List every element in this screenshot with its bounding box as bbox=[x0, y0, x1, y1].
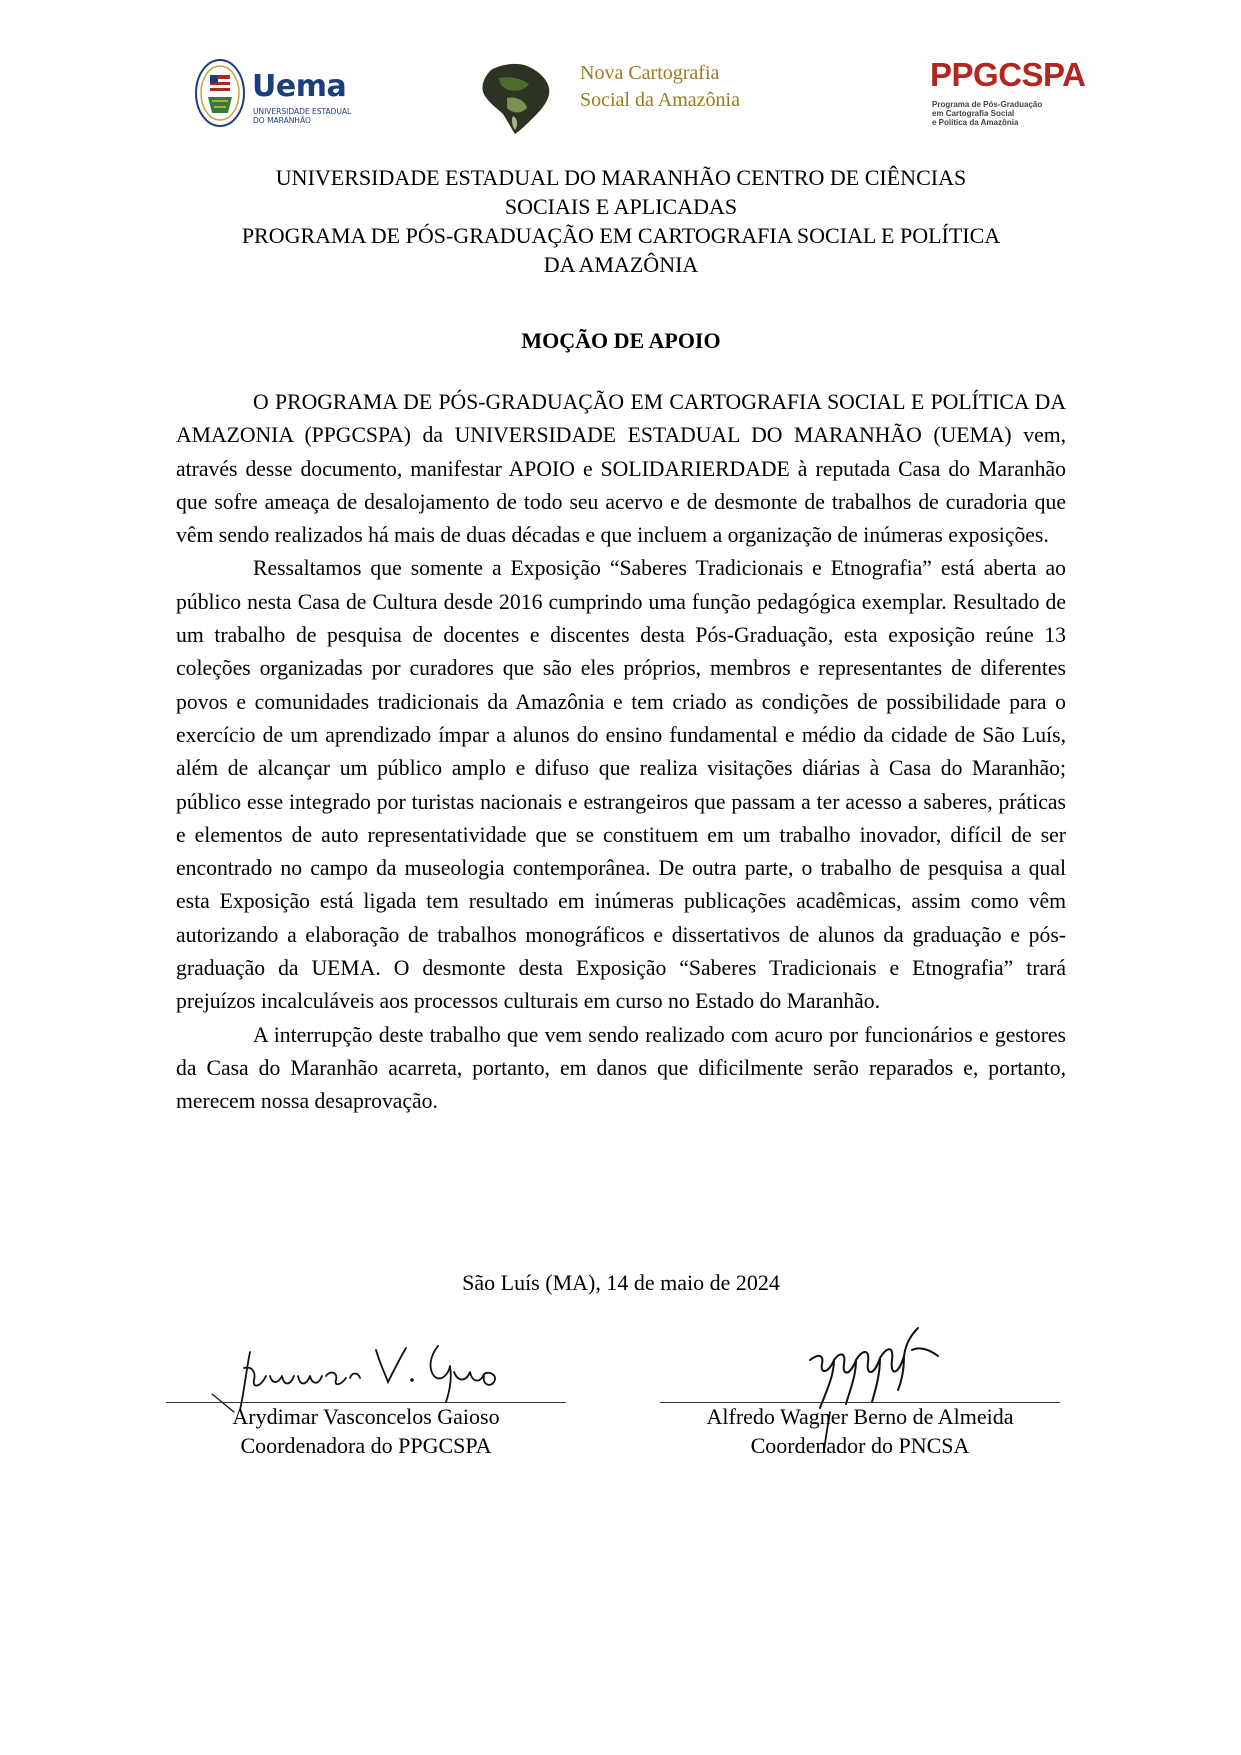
brazil-map-icon bbox=[477, 58, 557, 138]
body-paragraph-3: A interrupção deste trabalho que vem sendo realizado com acuro por funcionários e gestores da Casa do Maranhão acarreta, portanto, em danos que dificilmente serão reparados e, portanto, merecem nossa desaprovação. bbox=[176, 1022, 1066, 1114]
uema-logo bbox=[194, 55, 359, 140]
ppgcspa-logo bbox=[930, 56, 1090, 136]
header-line-4: DA AMAZÔNIA bbox=[543, 252, 699, 277]
document-title: MOÇÃO DE APOIO bbox=[521, 328, 721, 353]
signature-1-line bbox=[166, 1402, 566, 1403]
ncsa-title-line-2: Social da Amazônia bbox=[580, 89, 740, 111]
header-line-2: SOCIAIS E APLICADAS bbox=[504, 194, 738, 219]
ppgcspa-subtitle-line-3: e Política da Amazônia bbox=[932, 118, 1019, 127]
body-paragraph-1: O PROGRAMA DE PÓS-GRADUAÇÃO EM CARTOGRAFIA SOCIAL E POLÍTICA DA AMAZONIA (PPGCSPA) da UNIVERSIDADE ESTADUAL DO MARANHÃO (UEMA) vem, através desse documento, manifestar APOIO e SOLIDARIERDADE à reputada Casa do Maranhão que sofre ameaça de desalojamento de todo seu acervo e de desmonte de trabalhos de curadoria que vêm sendo realizados há mais de duas décadas e que incluem a organização de inúmeras exposições. bbox=[176, 390, 1066, 548]
ppgcspa-subtitle-line-1: Programa de Pós-Graduação bbox=[932, 100, 1043, 109]
signature-1-role: Coordenadora do PPGCSPA bbox=[240, 1433, 492, 1458]
signature-2-role: Coordenador do PNCSA bbox=[750, 1433, 970, 1458]
ncsa-logo bbox=[477, 58, 777, 138]
ncsa-title-line-1: Nova Cartografia bbox=[580, 62, 720, 84]
ppgcspa-wordmark: PPGCSPA bbox=[930, 56, 1086, 93]
uema-subtitle-line-2: DO MARANHÃO bbox=[253, 116, 311, 125]
date-line: São Luís (MA), 14 de maio de 2024 bbox=[462, 1270, 780, 1295]
header-line-1: UNIVERSIDADE ESTADUAL DO MARANHÃO CENTRO DE CIÊNCIAS bbox=[275, 165, 967, 190]
body-paragraph-2: Ressaltamos que somente a Exposição “Saberes Tradicionais e Etnografia” está aberta ao público nesta Casa de Cultura desde 2016 cumprindo uma função pedagógica exemplar. Resultado de um trabalho de pesquisa de docentes e discentes desta Pós-Graduação, esta exposição reúne 13 coleções organizadas por curadores que são eles próprios, membros e representantes de diferentes povos e comunidades tradicionais da Amazônia e tem criado as condições de possibilidade para o exercício de um aprendizado ímpar a alunos do ensino fundamental e médio da cidade de São Luís, além de alcançar um público amplo e difuso que realiza visitações diárias à Casa do Maranhão; público esse integrado por turistas nacionais e estrangeiros que passam a ter acesso a saberes, práticas e elementos de auto representatividade que se constituem em um trabalho inovador, difícil de ser encontrado no campo da museologia contemporânea. De outra parte, o trabalho de pesquisa a qual esta Exposição está ligada tem resultado em inúmeras publicações acadêmicas, assim como vêm autorizando a elaboração de trabalhos monográficos e dissertativos de alunos da graduação e pós-graduação da UEMA. O desmonte desta Exposição “Saberes Tradicionais e Etnografia” trará prejuízos incalculáveis aos processos culturais em curso no Estado do Maranhão. bbox=[176, 556, 1066, 1014]
uema-subtitle-line-1: UNIVERSIDADE ESTADUAL bbox=[253, 107, 352, 116]
ppgcspa-subtitle-line-2: em Cartografia Social bbox=[932, 109, 1015, 118]
signature-1-name: Arydimar Vasconcelos Gaioso bbox=[232, 1404, 500, 1429]
header-line-3: PROGRAMA DE PÓS-GRADUAÇÃO EM CARTOGRAFIA SOCIAL E POLÍTICA bbox=[241, 223, 1001, 248]
document-body bbox=[176, 386, 1066, 1119]
uema-seal-icon bbox=[194, 57, 246, 129]
signature-2-name: Alfredo Wagner Berno de Almeida bbox=[706, 1404, 1014, 1429]
uema-wordmark: Uema bbox=[252, 69, 347, 104]
signature-2-line bbox=[660, 1402, 1060, 1403]
